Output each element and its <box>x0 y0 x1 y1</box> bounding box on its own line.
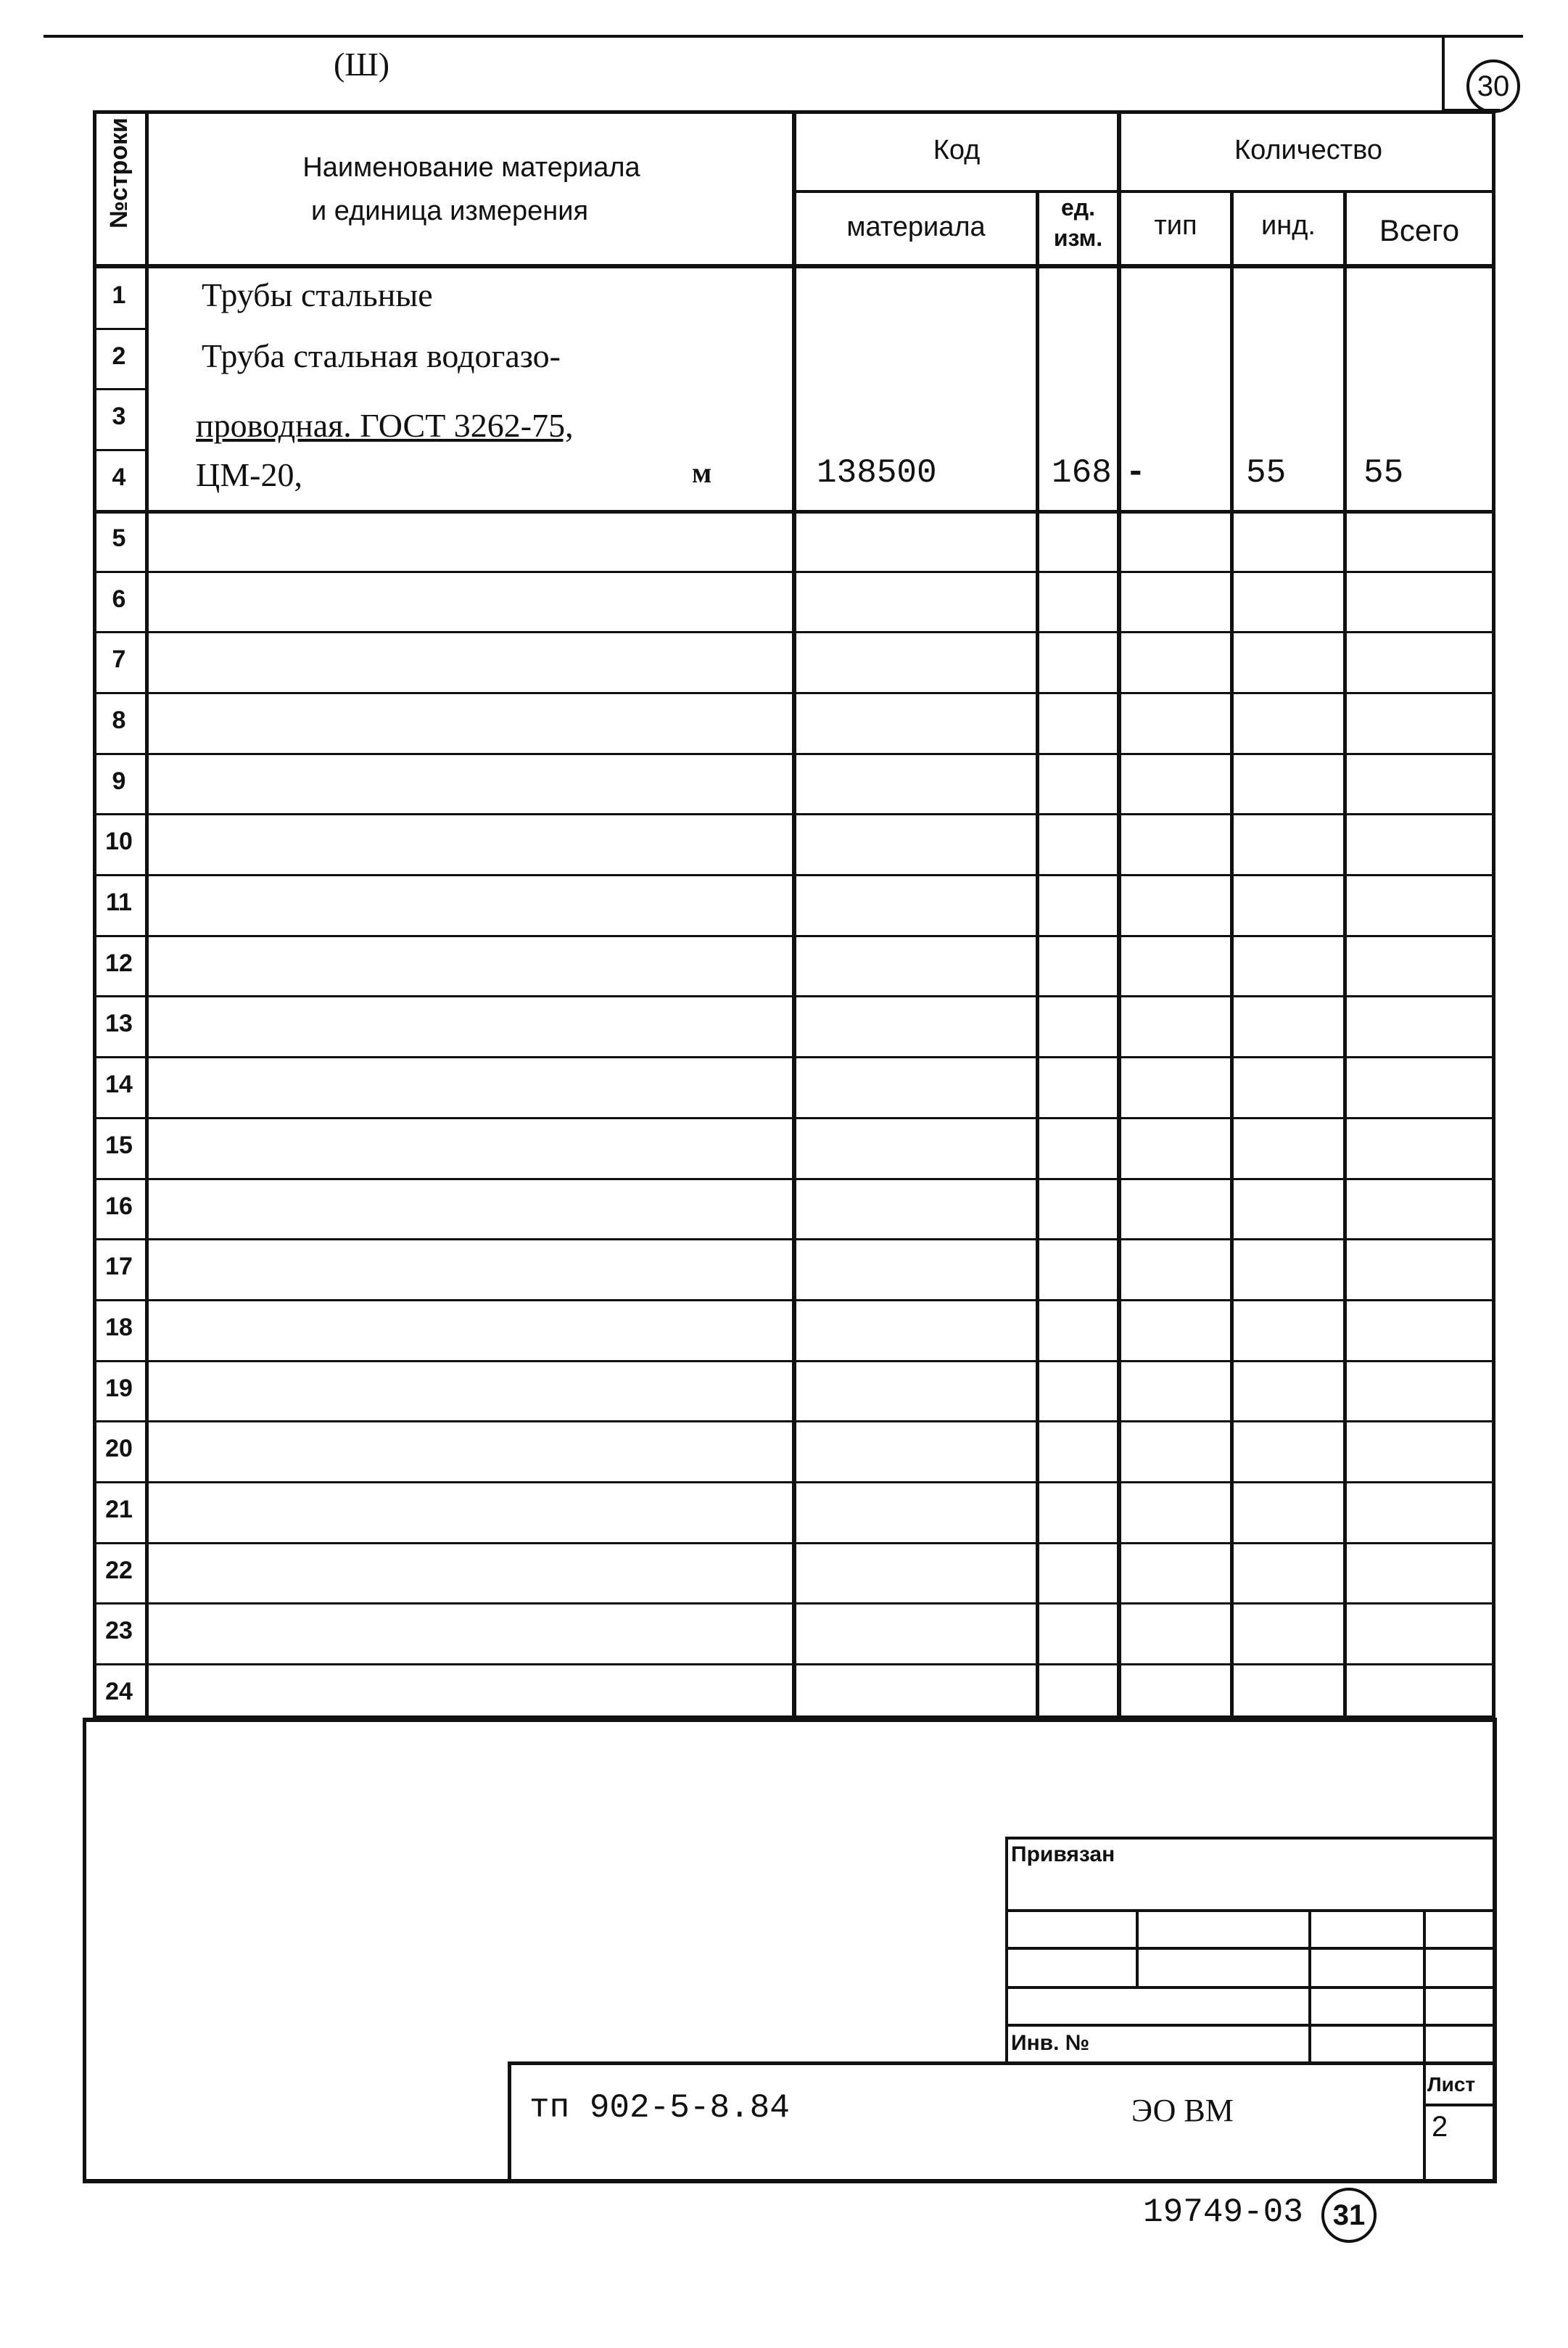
stamp-top <box>1005 1837 1495 1840</box>
col-line-ind <box>1343 190 1347 1719</box>
sheet-number: 2 <box>1432 2111 1448 2143</box>
row-separator <box>93 753 1495 755</box>
header-name-line1: Наименование материала <box>302 152 640 183</box>
row-separator <box>93 510 1495 514</box>
row-separator <box>93 1602 1495 1605</box>
row-separator <box>93 1542 1495 1544</box>
top-rule <box>44 35 1523 38</box>
row-separator <box>93 1056 1495 1058</box>
row-number: 22 <box>105 1556 133 1584</box>
stamp-line-4 <box>1005 1986 1495 1989</box>
sheet-label: Лист <box>1427 2073 1476 2096</box>
doc-code: тп 902-5-8.84 <box>529 2089 790 2127</box>
row-number: 2 <box>112 342 126 370</box>
header-name-line2: и единица измерения <box>310 196 589 226</box>
header-ind: инд. <box>1261 210 1316 241</box>
row-separator <box>93 449 145 451</box>
row-number: 14 <box>105 1071 133 1099</box>
header-rownum: №строки <box>105 118 133 228</box>
row-separator <box>93 1481 1495 1483</box>
row-number: 7 <box>112 646 126 674</box>
row4-unit-letter: м <box>692 456 712 489</box>
stamp-left <box>1005 1837 1008 2063</box>
row-separator <box>93 935 1495 937</box>
row-separator <box>93 813 1495 815</box>
stamp-inv-no: Инв. № <box>1011 2031 1090 2055</box>
row-separator <box>93 1663 1495 1665</box>
stamp-line-5 <box>1005 2024 1495 2027</box>
row-separator <box>93 1360 1495 1362</box>
header-material: материала <box>846 212 986 242</box>
top-bracket <box>1442 35 1445 110</box>
row-number: 1 <box>112 281 126 309</box>
stamp-vline-3 <box>1423 1909 1426 2179</box>
row-separator <box>93 1238 1495 1240</box>
title-top <box>508 2061 1495 2065</box>
col-line-rownum <box>145 110 149 1719</box>
row-separator <box>93 1178 1495 1180</box>
row-number: 4 <box>112 464 126 492</box>
doc-suffix: ЭО ВМ <box>1131 2093 1234 2128</box>
page-number-top: 30 <box>1466 59 1520 113</box>
row4-tip: - <box>1126 454 1146 492</box>
stamp-privyazan: Привязан <box>1011 1842 1115 1866</box>
frame-left <box>83 1718 86 2182</box>
row-number: 15 <box>105 1131 133 1159</box>
header-unit-2: изм. <box>1053 225 1103 251</box>
row-number: 11 <box>106 889 132 916</box>
row3-name: проводная. ГОСТ 3262-75, <box>196 407 574 444</box>
row-number: 13 <box>105 1010 133 1038</box>
row-number: 23 <box>105 1617 133 1645</box>
header-code: Код <box>933 135 981 165</box>
header-bottom <box>93 264 1495 268</box>
stamp-vline-1 <box>1136 1909 1139 1989</box>
header-total: Всего <box>1379 213 1460 247</box>
stamp-vline-2 <box>1308 1909 1311 2063</box>
row-separator <box>93 874 1495 876</box>
header-tip: тип <box>1154 210 1197 241</box>
row4-ind: 55 <box>1246 454 1287 492</box>
row-separator <box>93 1117 1495 1119</box>
row-number: 8 <box>112 706 126 734</box>
row-separator <box>93 995 1495 997</box>
row-separator <box>93 631 1495 633</box>
frame-bottom <box>83 2179 1497 2183</box>
row4-material: 138500 <box>817 454 937 492</box>
row-separator <box>93 388 145 390</box>
row-separator <box>93 1299 1495 1301</box>
row4-name: ЦМ-20, <box>196 456 302 493</box>
frame-right <box>1493 1718 1497 2182</box>
col-line-name <box>792 110 796 1719</box>
row-number: 3 <box>112 403 126 431</box>
row-number: 5 <box>112 524 126 552</box>
row-number: 16 <box>105 1192 133 1220</box>
frame-top <box>83 1718 1497 1722</box>
col-line-material <box>1036 190 1039 1719</box>
row4-unit-code: 168 <box>1052 454 1112 492</box>
row-number: 9 <box>112 767 126 795</box>
row-number: 18 <box>105 1313 133 1341</box>
top-note: (Ш) <box>334 46 390 83</box>
row2-name: Труба стальная водогазо- <box>202 337 561 374</box>
row-number: 24 <box>105 1678 133 1706</box>
row4-total: 55 <box>1363 454 1404 492</box>
sheet-line <box>1423 2104 1495 2106</box>
header-subline <box>792 190 1495 193</box>
row-separator <box>93 571 1495 573</box>
row1-name: Трубы стальные <box>202 276 433 313</box>
col-line-unit <box>1117 110 1121 1719</box>
row-separator <box>93 328 145 330</box>
title-left <box>508 2061 511 2180</box>
row-number: 17 <box>105 1253 133 1281</box>
stamp-line-2 <box>1005 1909 1495 1912</box>
row-separator <box>93 692 1495 694</box>
row-number: 12 <box>105 949 133 977</box>
footer-number: 19749-03 <box>1143 2193 1303 2231</box>
row-number: 19 <box>105 1374 133 1402</box>
row-number: 21 <box>105 1496 133 1523</box>
row-number: 10 <box>105 828 133 856</box>
header-unit-1: ед. <box>1061 194 1095 221</box>
row-number: 6 <box>112 585 126 613</box>
row-number: 20 <box>105 1435 133 1463</box>
header-quantity: Количество <box>1234 135 1383 165</box>
row-separator <box>93 1420 1495 1422</box>
stamp-line-3 <box>1005 1947 1495 1950</box>
page-number-bottom: 31 <box>1321 2188 1377 2243</box>
col-line-tip <box>1230 190 1234 1719</box>
